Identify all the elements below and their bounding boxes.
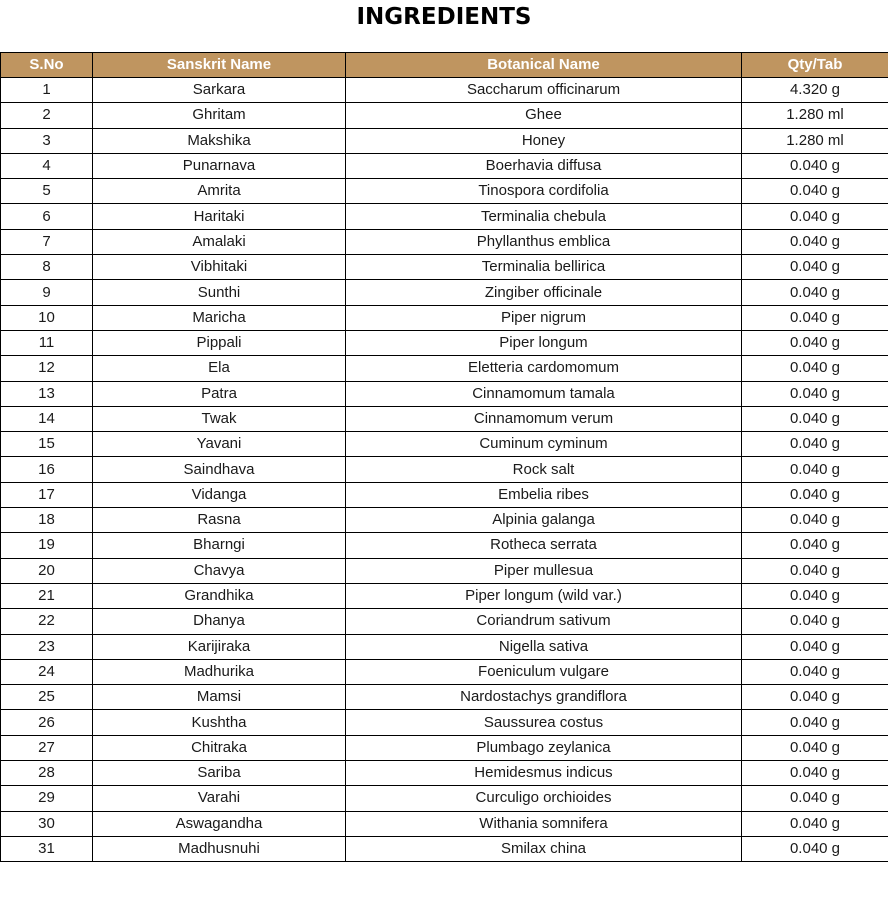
cell-botanical-name: Nigella sativa — [346, 634, 742, 659]
cell-sno: 5 — [1, 179, 93, 204]
cell-sanskrit-name: Ela — [93, 356, 346, 381]
cell-sno: 27 — [1, 735, 93, 760]
cell-sno: 15 — [1, 432, 93, 457]
cell-sno: 25 — [1, 685, 93, 710]
cell-sanskrit-name: Varahi — [93, 786, 346, 811]
cell-botanical-name: Hemidesmus indicus — [346, 761, 742, 786]
cell-sno: 13 — [1, 381, 93, 406]
table-row — [1, 811, 888, 836]
cell-sanskrit-name: Saindhava — [93, 457, 346, 482]
cell-botanical-name: Tinospora cordifolia — [346, 179, 742, 204]
table-row — [1, 533, 888, 558]
cell-qty-per-tab: 0.040 g — [742, 255, 888, 280]
cell-sanskrit-name: Chavya — [93, 558, 346, 583]
cell-qty-per-tab: 0.040 g — [742, 659, 888, 684]
cell-sno: 8 — [1, 255, 93, 280]
cell-qty-per-tab: 1.280 ml — [742, 128, 888, 153]
cell-qty-per-tab: 0.040 g — [742, 761, 888, 786]
cell-botanical-name: Piper longum — [346, 330, 742, 355]
table-row — [1, 659, 888, 684]
table-row — [1, 78, 888, 103]
cell-qty-per-tab: 0.040 g — [742, 457, 888, 482]
cell-botanical-name: Phyllanthus emblica — [346, 229, 742, 254]
cell-qty-per-tab: 0.040 g — [742, 330, 888, 355]
cell-botanical-name: Terminalia bellirica — [346, 255, 742, 280]
cell-sanskrit-name: Ghritam — [93, 103, 346, 128]
cell-sno: 22 — [1, 609, 93, 634]
table-row — [1, 305, 888, 330]
cell-botanical-name: Piper nigrum — [346, 305, 742, 330]
table-header-row — [1, 53, 888, 78]
cell-qty-per-tab: 0.040 g — [742, 685, 888, 710]
cell-sanskrit-name: Vidanga — [93, 482, 346, 507]
cell-botanical-name: Embelia ribes — [346, 482, 742, 507]
cell-qty-per-tab: 0.040 g — [742, 179, 888, 204]
cell-sno: 10 — [1, 305, 93, 330]
cell-qty-per-tab: 0.040 g — [742, 229, 888, 254]
table-row — [1, 786, 888, 811]
cell-sno: 20 — [1, 558, 93, 583]
cell-botanical-name: Curculigo orchioides — [346, 786, 742, 811]
table-row — [1, 128, 888, 153]
cell-qty-per-tab: 0.040 g — [742, 786, 888, 811]
cell-botanical-name: Piper longum (wild var.) — [346, 583, 742, 608]
table-row — [1, 508, 888, 533]
cell-sanskrit-name: Sariba — [93, 761, 346, 786]
cell-sno: 31 — [1, 836, 93, 861]
cell-sno: 28 — [1, 761, 93, 786]
cell-qty-per-tab: 4.320 g — [742, 78, 888, 103]
table-row — [1, 634, 888, 659]
table-body — [1, 78, 888, 862]
table-row — [1, 583, 888, 608]
table-row — [1, 432, 888, 457]
cell-sno: 23 — [1, 634, 93, 659]
cell-sanskrit-name: Vibhitaki — [93, 255, 346, 280]
cell-sno: 2 — [1, 103, 93, 128]
table-row — [1, 735, 888, 760]
cell-qty-per-tab: 0.040 g — [742, 406, 888, 431]
table-row — [1, 153, 888, 178]
cell-qty-per-tab: 0.040 g — [742, 508, 888, 533]
cell-sno: 24 — [1, 659, 93, 684]
cell-sanskrit-name: Chitraka — [93, 735, 346, 760]
table-row — [1, 280, 888, 305]
cell-qty-per-tab: 0.040 g — [742, 583, 888, 608]
table-row — [1, 103, 888, 128]
cell-qty-per-tab: 0.040 g — [742, 153, 888, 178]
cell-botanical-name: Foeniculum vulgare — [346, 659, 742, 684]
cell-sanskrit-name: Punarnava — [93, 153, 346, 178]
cell-qty-per-tab: 0.040 g — [742, 836, 888, 861]
column-header-sno: S.No — [1, 53, 93, 78]
cell-botanical-name: Zingiber officinale — [346, 280, 742, 305]
cell-sno: 30 — [1, 811, 93, 836]
cell-botanical-name: Eletteria cardomomum — [346, 356, 742, 381]
cell-qty-per-tab: 0.040 g — [742, 710, 888, 735]
table-row — [1, 482, 888, 507]
cell-sno: 1 — [1, 78, 93, 103]
cell-botanical-name: Ghee — [346, 103, 742, 128]
cell-sno: 21 — [1, 583, 93, 608]
cell-qty-per-tab: 0.040 g — [742, 811, 888, 836]
cell-botanical-name: Piper mullesua — [346, 558, 742, 583]
cell-sanskrit-name: Makshika — [93, 128, 346, 153]
cell-sno: 12 — [1, 356, 93, 381]
cell-botanical-name: Cuminum cyminum — [346, 432, 742, 457]
table-row — [1, 229, 888, 254]
cell-qty-per-tab: 1.280 ml — [742, 103, 888, 128]
cell-sanskrit-name: Rasna — [93, 508, 346, 533]
cell-qty-per-tab: 0.040 g — [742, 735, 888, 760]
table-row — [1, 179, 888, 204]
cell-botanical-name: Plumbago zeylanica — [346, 735, 742, 760]
cell-qty-per-tab: 0.040 g — [742, 305, 888, 330]
ingredients-table — [0, 52, 888, 862]
cell-qty-per-tab: 0.040 g — [742, 381, 888, 406]
cell-sanskrit-name: Madhusnuhi — [93, 836, 346, 861]
page-title: INGREDIENTS — [356, 4, 532, 30]
cell-botanical-name: Coriandrum sativum — [346, 609, 742, 634]
column-header-botanical-name: Botanical Name — [346, 53, 742, 78]
cell-sno: 14 — [1, 406, 93, 431]
table-row — [1, 381, 888, 406]
table-row — [1, 255, 888, 280]
cell-sno: 11 — [1, 330, 93, 355]
cell-sno: 9 — [1, 280, 93, 305]
table-row — [1, 356, 888, 381]
cell-sno: 6 — [1, 204, 93, 229]
cell-qty-per-tab: 0.040 g — [742, 609, 888, 634]
column-header-sanskrit-name: Sanskrit Name — [93, 53, 346, 78]
cell-qty-per-tab: 0.040 g — [742, 204, 888, 229]
cell-qty-per-tab: 0.040 g — [742, 482, 888, 507]
cell-sanskrit-name: Mamsi — [93, 685, 346, 710]
cell-sanskrit-name: Sunthi — [93, 280, 346, 305]
cell-sanskrit-name: Pippali — [93, 330, 346, 355]
table-row — [1, 609, 888, 634]
cell-sno: 29 — [1, 786, 93, 811]
table-row — [1, 406, 888, 431]
cell-botanical-name: Rock salt — [346, 457, 742, 482]
cell-sno: 18 — [1, 508, 93, 533]
column-header-qty-per-tab: Qty/Tab — [742, 53, 888, 78]
table-row — [1, 330, 888, 355]
cell-qty-per-tab: 0.040 g — [742, 356, 888, 381]
cell-sno: 19 — [1, 533, 93, 558]
cell-botanical-name: Smilax china — [346, 836, 742, 861]
cell-botanical-name: Cinnamomum verum — [346, 406, 742, 431]
cell-sno: 4 — [1, 153, 93, 178]
cell-botanical-name: Withania somnifera — [346, 811, 742, 836]
cell-sanskrit-name: Aswagandha — [93, 811, 346, 836]
cell-sno: 16 — [1, 457, 93, 482]
cell-botanical-name: Rotheca serrata — [346, 533, 742, 558]
table-row — [1, 710, 888, 735]
cell-qty-per-tab: 0.040 g — [742, 432, 888, 457]
cell-qty-per-tab: 0.040 g — [742, 558, 888, 583]
table-row — [1, 685, 888, 710]
cell-qty-per-tab: 0.040 g — [742, 280, 888, 305]
cell-sanskrit-name: Kushtha — [93, 710, 346, 735]
cell-sno: 3 — [1, 128, 93, 153]
cell-qty-per-tab: 0.040 g — [742, 533, 888, 558]
cell-botanical-name: Cinnamomum tamala — [346, 381, 742, 406]
cell-sanskrit-name: Maricha — [93, 305, 346, 330]
cell-botanical-name: Boerhavia diffusa — [346, 153, 742, 178]
cell-botanical-name: Saussurea costus — [346, 710, 742, 735]
cell-sanskrit-name: Twak — [93, 406, 346, 431]
cell-qty-per-tab: 0.040 g — [742, 634, 888, 659]
cell-sanskrit-name: Haritaki — [93, 204, 346, 229]
cell-sanskrit-name: Yavani — [93, 432, 346, 457]
cell-sanskrit-name: Amalaki — [93, 229, 346, 254]
cell-sno: 7 — [1, 229, 93, 254]
cell-sno: 17 — [1, 482, 93, 507]
table-row — [1, 836, 888, 861]
cell-sanskrit-name: Bharngi — [93, 533, 346, 558]
table-row — [1, 558, 888, 583]
cell-botanical-name: Terminalia chebula — [346, 204, 742, 229]
cell-botanical-name: Nardostachys grandiflora — [346, 685, 742, 710]
cell-sanskrit-name: Amrita — [93, 179, 346, 204]
cell-sanskrit-name: Sarkara — [93, 78, 346, 103]
table-row — [1, 457, 888, 482]
table-row — [1, 761, 888, 786]
cell-sanskrit-name: Madhurika — [93, 659, 346, 684]
cell-sanskrit-name: Karijiraka — [93, 634, 346, 659]
cell-sno: 26 — [1, 710, 93, 735]
cell-sanskrit-name: Patra — [93, 381, 346, 406]
cell-botanical-name: Honey — [346, 128, 742, 153]
cell-sanskrit-name: Grandhika — [93, 583, 346, 608]
cell-botanical-name: Alpinia galanga — [346, 508, 742, 533]
cell-botanical-name: Saccharum officinarum — [346, 78, 742, 103]
table-row — [1, 204, 888, 229]
cell-sanskrit-name: Dhanya — [93, 609, 346, 634]
